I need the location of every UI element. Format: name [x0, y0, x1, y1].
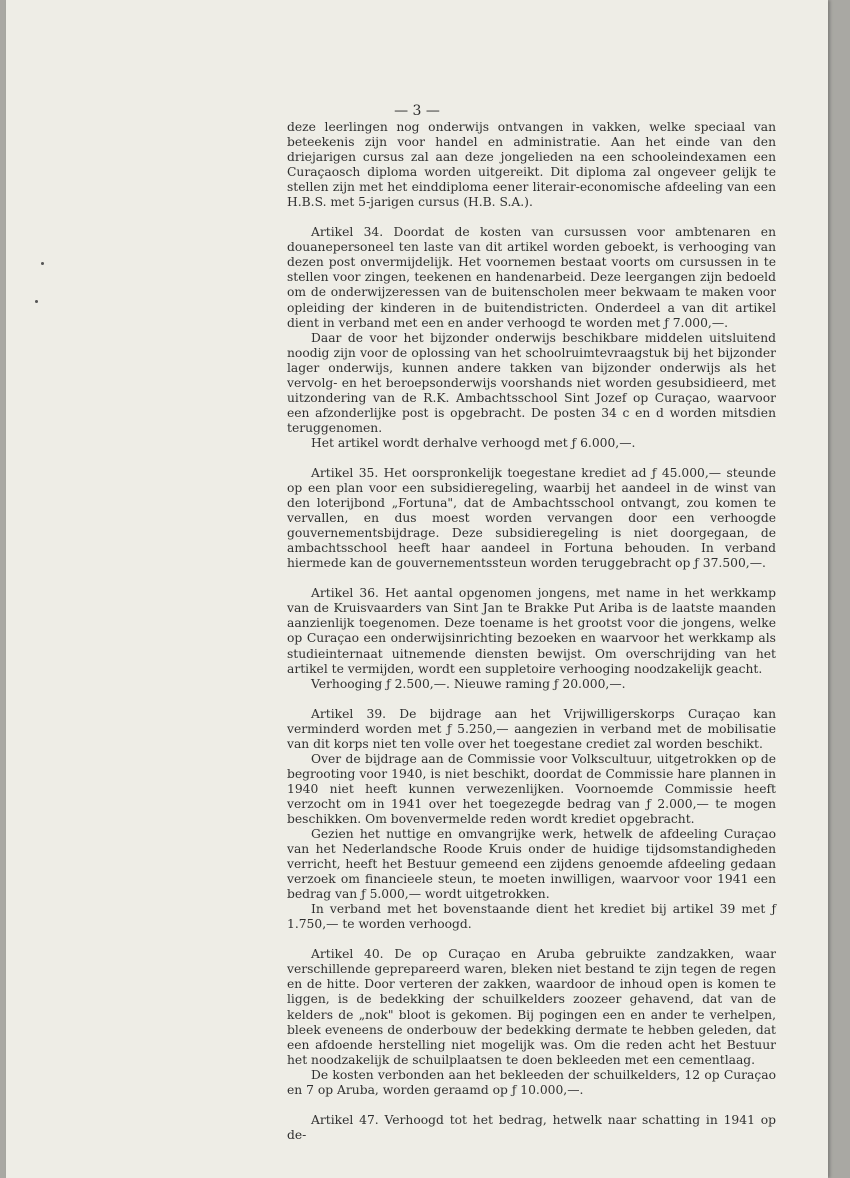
paragraph-intro: deze leerlingen nog onderwijs ontvangen in vakken, welke speciaal van beteekenis zijn voor handel en administratie. Aan het einde van den driejarigen cursus zal aan deze jongelieden na een schooleindexamen een Curaçaosch diploma worden uitgereikt. Dit diploma zal ongeveer gelijk te stellen zijn met het einddiploma eener literair-economische afdeeling van een H.B.S. met 5-jarigen cursus (H.B. S.A.). — [287, 120, 776, 210]
paragraph-gap — [287, 451, 776, 466]
paragraph-art40-b: De kosten verbonden aan het bekleeden der schuilkelders, 12 op Curaçao en 7 op Aruba, worden geraamd op ƒ 10.000,—. — [287, 1067, 776, 1097]
paragraph-art34-a: Artikel 34. Doordat de kosten van cursussen voor ambtenaren en douanepersoneel ten laste van dit artikel worden geboekt, is verhooging van dezen post onvermijdelijk. Het voornemen bestaat voorts om cursussen in te stellen voor zingen, teekenen en handenarbeid. Deze leergangen zijn bedoeld om de onderwijzeressen van de buitenscholen meer bekwaam te maken voor opleiding der kinderen in de buitendistricten. Onderdeel a van dit artikel dient in verband met een en ander verhoogd te worden met ƒ 7.000,—. — [287, 225, 776, 330]
body-text — [287, 120, 776, 1143]
paragraph-art39-b: Over de bijdrage aan de Commissie voor Volkscultuur, uitgetrokken op de begrooting voor 1940, is niet beschikt, doordat de Commissie hare plannen in 1940 niet heeft kunnen verwezenlijken. Voornoemde Commissie heeft verzocht om in 1941 over het toegezegde bedrag van ƒ 2.000,— te mogen beschikken. Om bovenvermelde reden wordt krediet opgebracht. — [287, 751, 776, 826]
paragraph-gap — [287, 692, 776, 707]
paragraph-gap — [287, 1098, 776, 1113]
paragraph-art35: Artikel 35. Het oorspronkelijk toegestane krediet ad ƒ 45.000,— steunde op een plan voor een subsidieregeling, waarbij het aandeel in de winst van den loterijbond „Fortuna", dat de Ambachtsschool ontvangt, zou komen te vervallen, en dus moest worden vervangen door een verhoogde gouvernementsbijdrage. Deze subsidieregeling is niet doorgegaan, de ambachtsschool heeft haar aandeel in Fortuna behouden. In verband hiermede kan de gouvernementssteun worden teruggebracht op ƒ 37.500,—. — [287, 465, 776, 571]
paragraph-art34-b: Daar de voor het bijzonder onderwijs beschikbare middelen uitsluitend noodig zijn voor de oplossing van het schoolruimtevraagstuk bij het bijzonder lager onderwijs, kunnen andere takken van bijzonder onderwijs als het vervolg- en het beroepsonderwijs voorshands niet worden gesubsidieerd, met uitzondering van de R.K. Ambachtsschool Sint Jozef op Curaçao, waarvoor een afzonderlijke post is opgebracht. De posten 34 c en d worden mitsdien teruggenomen. — [287, 330, 776, 435]
paragraph-art36-b: Verhooging ƒ 2.500,—. Nieuwe raming ƒ 20.000,—. — [311, 676, 626, 691]
paragraph-art47: Artikel 47. Verhoogd tot het bedrag, hetwelk naar schatting in 1941 op de- — [287, 1112, 776, 1142]
paragraph-art39-c: Gezien het nuttige en omvangrijke werk, hetwelk de afdeeling Curaçao van het Nederlandsche Roode Kruis onder de huidige tijdsomstandigheden verricht, heeft het Bestuur gemeend een zijdens genoemde afdeeling gedaan verzoek om financieele steun, te moeten inwilligen, waarvoor voor 1941 een bedrag van ƒ 5.000,— wordt uitgetrokken. — [287, 827, 776, 902]
paragraph-art36-a: Artikel 36. Het aantal opgenomen jongens, met name in het werkkamp van de Kruisvaarders van Sint Jan te Brakke Put Ariba is de laatste maanden aanzienlijk toegenomen. Deze toename is het grootst voor die jongens, welke op Curaçao een onderwijsinrichting bezoeken en waarvoor het werkkamp als studieinternaat uitnemende diensten bewijst. Om overschrijding van het artikel te vermijden, wordt een suppletoire verhooging noodzakelijk geacht. — [287, 586, 776, 676]
paragraph-gap — [287, 210, 776, 225]
paragraph-art39-d: In verband met het bovenstaande dient het krediet bij artikel 39 met ƒ 1.750,— te worden verhoogd. — [287, 902, 776, 932]
paragraph-gap — [287, 932, 776, 947]
document-page — [6, 0, 828, 1178]
paragraph-art34-c: Het artikel wordt derhalve verhoogd met ƒ 6.000,—. — [311, 435, 636, 450]
punch-hole-mark — [35, 300, 38, 303]
paragraph-art39-a: Artikel 39. De bijdrage aan het Vrijwilligerskorps Curaçao kan verminderd worden met ƒ 5.250,— aangezien in verband met de mobilisatie van dit korps niet ten volle over het toegestane crediet zal worden beschikt. — [287, 706, 776, 751]
paragraph-gap — [287, 571, 776, 586]
punch-hole-mark — [41, 262, 44, 265]
paragraph-art40-a: Artikel 40. De op Curaçao en Aruba gebruikte zandzakken, waar verschillende geprepareerd waren, bleken niet bestand te zijn tegen de regen en de hitte. Door verteren der zakken, waardoor de inhoud open is komen te liggen, is de bedekking der schuilkelders zoozeer gehavend, dat van de kelders de „nok" bloot is gekomen. Bij pogingen een en ander te verhelpen, bleek eveneens de onderbouw der bedekking dermate te hebben geleden, dat een afdoende herstelling niet mogelijk was. Om die reden acht het Bestuur het noodzakelijk de schuilplaatsen te doen bekleeden met een cementlaag. — [287, 947, 776, 1067]
page-number: — 3 — — [394, 103, 440, 119]
